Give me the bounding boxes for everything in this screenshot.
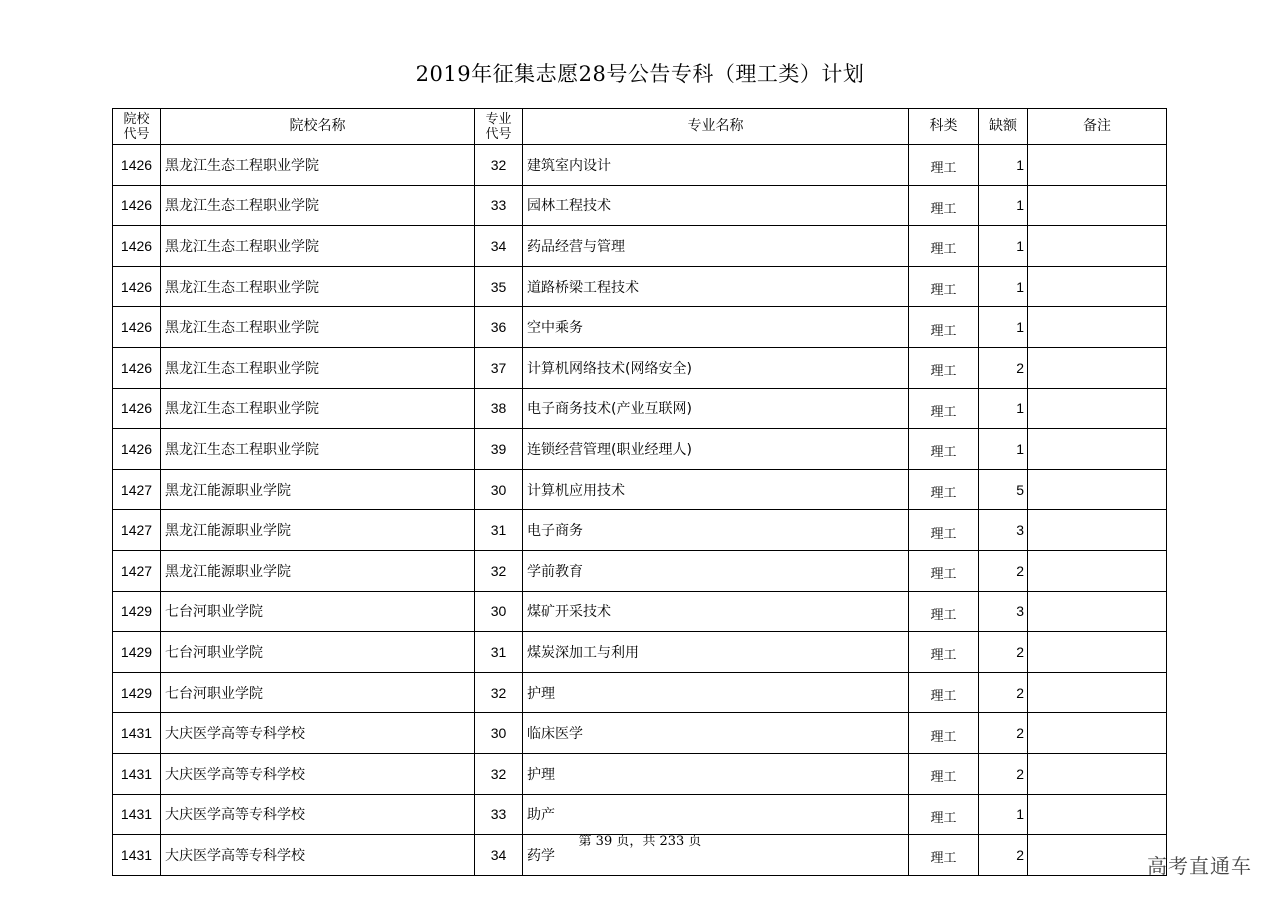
header-major-code-line2: 代号 bbox=[485, 126, 512, 142]
cell-vacancy: 2 bbox=[979, 672, 1028, 713]
cell-vacancy: 2 bbox=[979, 753, 1028, 794]
cell-school-name: 黑龙江能源职业学院 bbox=[161, 510, 475, 551]
page-footer: 第 39 页，共 233 页 bbox=[578, 834, 702, 849]
cell-major-name: 园林工程技术 bbox=[523, 185, 909, 226]
cell-category: 理工 bbox=[909, 510, 979, 551]
cell-category: 理工 bbox=[909, 713, 979, 754]
cell-vacancy: 1 bbox=[979, 388, 1028, 429]
cell-category: 理工 bbox=[909, 388, 979, 429]
cell-major-name: 建筑室内设计 bbox=[523, 145, 909, 186]
table-row bbox=[113, 672, 1167, 713]
cell-school-code: 1426 bbox=[113, 388, 161, 429]
cell-school-code: 1431 bbox=[113, 713, 161, 754]
cell-notes bbox=[1028, 185, 1167, 226]
table-row bbox=[113, 510, 1167, 551]
table-row bbox=[113, 591, 1167, 632]
cell-major-code: 32 bbox=[475, 672, 523, 713]
cell-major-code: 37 bbox=[475, 347, 523, 388]
cell-major-name: 护理 bbox=[523, 672, 909, 713]
cell-major-name: 电子商务 bbox=[523, 510, 909, 551]
cell-school-code: 1426 bbox=[113, 429, 161, 470]
cell-major-name: 计算机应用技术 bbox=[523, 469, 909, 510]
cell-notes bbox=[1028, 672, 1167, 713]
cell-school-code: 1429 bbox=[113, 672, 161, 713]
cell-major-name: 药学 bbox=[523, 835, 909, 876]
cell-vacancy: 2 bbox=[979, 835, 1028, 876]
cell-school-name: 黑龙江生态工程职业学院 bbox=[161, 388, 475, 429]
cell-notes bbox=[1028, 713, 1167, 754]
watermark: 高考直通车 bbox=[1147, 854, 1252, 878]
cell-school-code: 1431 bbox=[113, 835, 161, 876]
cell-notes bbox=[1028, 510, 1167, 551]
cell-category: 理工 bbox=[909, 591, 979, 632]
cell-major-code: 34 bbox=[475, 226, 523, 267]
cell-major-code: 32 bbox=[475, 550, 523, 591]
cell-category: 理工 bbox=[909, 794, 979, 835]
cell-vacancy: 2 bbox=[979, 550, 1028, 591]
cell-school-code: 1426 bbox=[113, 145, 161, 186]
plan-table bbox=[112, 108, 1167, 876]
cell-category: 理工 bbox=[909, 185, 979, 226]
cell-notes bbox=[1028, 145, 1167, 186]
cell-school-name: 大庆医学高等专科学校 bbox=[161, 835, 475, 876]
cell-category: 理工 bbox=[909, 753, 979, 794]
header-notes: 备注 bbox=[1028, 109, 1167, 145]
cell-major-code: 38 bbox=[475, 388, 523, 429]
cell-school-name: 大庆医学高等专科学校 bbox=[161, 794, 475, 835]
cell-school-code: 1427 bbox=[113, 550, 161, 591]
header-major-code-line1: 专业 bbox=[485, 111, 512, 127]
cell-notes bbox=[1028, 550, 1167, 591]
cell-category: 理工 bbox=[909, 835, 979, 876]
table-row bbox=[113, 469, 1167, 510]
cell-vacancy: 1 bbox=[979, 145, 1028, 186]
cell-category: 理工 bbox=[909, 469, 979, 510]
cell-major-name: 连锁经营管理(职业经理人) bbox=[523, 429, 909, 470]
cell-notes bbox=[1028, 266, 1167, 307]
table-row bbox=[113, 266, 1167, 307]
header-school-code-line1: 院校 bbox=[123, 111, 150, 127]
cell-school-name: 黑龙江生态工程职业学院 bbox=[161, 307, 475, 348]
cell-notes bbox=[1028, 591, 1167, 632]
document-title: 2019年征集志愿28号公告专科（理工类）计划 bbox=[415, 62, 865, 86]
cell-notes bbox=[1028, 347, 1167, 388]
cell-school-name: 黑龙江生态工程职业学院 bbox=[161, 226, 475, 267]
cell-major-code: 33 bbox=[475, 185, 523, 226]
cell-vacancy: 3 bbox=[979, 591, 1028, 632]
cell-school-name: 大庆医学高等专科学校 bbox=[161, 753, 475, 794]
cell-major-name: 煤炭深加工与利用 bbox=[523, 632, 909, 673]
cell-major-code: 34 bbox=[475, 835, 523, 876]
cell-major-code: 30 bbox=[475, 469, 523, 510]
cell-major-code: 35 bbox=[475, 266, 523, 307]
cell-notes bbox=[1028, 388, 1167, 429]
cell-school-name: 大庆医学高等专科学校 bbox=[161, 713, 475, 754]
table-row bbox=[113, 632, 1167, 673]
cell-school-name: 黑龙江生态工程职业学院 bbox=[161, 347, 475, 388]
cell-major-name: 空中乘务 bbox=[523, 307, 909, 348]
table-row bbox=[113, 753, 1167, 794]
cell-vacancy: 2 bbox=[979, 632, 1028, 673]
table-row bbox=[113, 429, 1167, 470]
cell-school-name: 黑龙江生态工程职业学院 bbox=[161, 145, 475, 186]
cell-notes bbox=[1028, 429, 1167, 470]
cell-school-code: 1426 bbox=[113, 266, 161, 307]
cell-major-name: 道路桥梁工程技术 bbox=[523, 266, 909, 307]
cell-school-name: 黑龙江能源职业学院 bbox=[161, 469, 475, 510]
cell-school-name: 七台河职业学院 bbox=[161, 632, 475, 673]
cell-major-code: 33 bbox=[475, 794, 523, 835]
header-school-code bbox=[113, 109, 161, 145]
cell-school-code: 1429 bbox=[113, 632, 161, 673]
table-row bbox=[113, 388, 1167, 429]
cell-school-code: 1427 bbox=[113, 510, 161, 551]
cell-major-code: 30 bbox=[475, 591, 523, 632]
table-row bbox=[113, 550, 1167, 591]
cell-notes bbox=[1028, 753, 1167, 794]
cell-vacancy: 1 bbox=[979, 185, 1028, 226]
cell-category: 理工 bbox=[909, 429, 979, 470]
cell-school-code: 1429 bbox=[113, 591, 161, 632]
table-header-row bbox=[113, 109, 1167, 145]
cell-category: 理工 bbox=[909, 672, 979, 713]
cell-major-name: 电子商务技术(产业互联网) bbox=[523, 388, 909, 429]
cell-vacancy: 1 bbox=[979, 226, 1028, 267]
cell-school-name: 黑龙江生态工程职业学院 bbox=[161, 185, 475, 226]
cell-major-name: 护理 bbox=[523, 753, 909, 794]
table-row bbox=[113, 185, 1167, 226]
cell-major-code: 32 bbox=[475, 145, 523, 186]
cell-major-name: 煤矿开采技术 bbox=[523, 591, 909, 632]
cell-notes bbox=[1028, 794, 1167, 835]
cell-school-name: 七台河职业学院 bbox=[161, 591, 475, 632]
cell-major-name: 临床医学 bbox=[523, 713, 909, 754]
cell-major-code: 31 bbox=[475, 632, 523, 673]
cell-major-code: 36 bbox=[475, 307, 523, 348]
table-row bbox=[113, 713, 1167, 754]
cell-notes bbox=[1028, 469, 1167, 510]
cell-vacancy: 1 bbox=[979, 429, 1028, 470]
cell-vacancy: 2 bbox=[979, 347, 1028, 388]
table-row bbox=[113, 347, 1167, 388]
cell-category: 理工 bbox=[909, 347, 979, 388]
table-body bbox=[113, 145, 1167, 876]
cell-category: 理工 bbox=[909, 307, 979, 348]
cell-major-code: 32 bbox=[475, 753, 523, 794]
cell-school-name: 黑龙江能源职业学院 bbox=[161, 550, 475, 591]
header-major-name: 专业名称 bbox=[523, 109, 909, 145]
cell-major-code: 39 bbox=[475, 429, 523, 470]
cell-school-code: 1426 bbox=[113, 226, 161, 267]
cell-notes bbox=[1028, 226, 1167, 267]
cell-vacancy: 1 bbox=[979, 266, 1028, 307]
header-major-code bbox=[475, 109, 523, 145]
cell-major-name: 学前教育 bbox=[523, 550, 909, 591]
header-vacancy: 缺额 bbox=[979, 109, 1028, 145]
header-category: 科类 bbox=[909, 109, 979, 145]
cell-notes bbox=[1028, 307, 1167, 348]
cell-vacancy: 1 bbox=[979, 307, 1028, 348]
cell-school-name: 黑龙江生态工程职业学院 bbox=[161, 266, 475, 307]
cell-category: 理工 bbox=[909, 145, 979, 186]
cell-school-code: 1426 bbox=[113, 347, 161, 388]
table-row bbox=[113, 794, 1167, 835]
cell-major-name: 药品经营与管理 bbox=[523, 226, 909, 267]
cell-vacancy: 5 bbox=[979, 469, 1028, 510]
cell-school-code: 1426 bbox=[113, 307, 161, 348]
cell-vacancy: 1 bbox=[979, 794, 1028, 835]
cell-school-code: 1431 bbox=[113, 794, 161, 835]
cell-major-name: 计算机网络技术(网络安全) bbox=[523, 347, 909, 388]
cell-notes bbox=[1028, 632, 1167, 673]
cell-school-code: 1426 bbox=[113, 185, 161, 226]
header-school-name: 院校名称 bbox=[161, 109, 475, 145]
table-row bbox=[113, 307, 1167, 348]
cell-category: 理工 bbox=[909, 226, 979, 267]
cell-category: 理工 bbox=[909, 266, 979, 307]
cell-vacancy: 3 bbox=[979, 510, 1028, 551]
cell-major-name: 助产 bbox=[523, 794, 909, 835]
cell-major-code: 30 bbox=[475, 713, 523, 754]
table-row bbox=[113, 145, 1167, 186]
header-school-code-line2: 代号 bbox=[123, 126, 150, 142]
cell-school-name: 七台河职业学院 bbox=[161, 672, 475, 713]
table-row bbox=[113, 226, 1167, 267]
cell-category: 理工 bbox=[909, 550, 979, 591]
cell-major-code: 31 bbox=[475, 510, 523, 551]
cell-vacancy: 2 bbox=[979, 713, 1028, 754]
cell-category: 理工 bbox=[909, 632, 979, 673]
cell-school-code: 1427 bbox=[113, 469, 161, 510]
cell-school-code: 1431 bbox=[113, 753, 161, 794]
cell-school-name: 黑龙江生态工程职业学院 bbox=[161, 429, 475, 470]
